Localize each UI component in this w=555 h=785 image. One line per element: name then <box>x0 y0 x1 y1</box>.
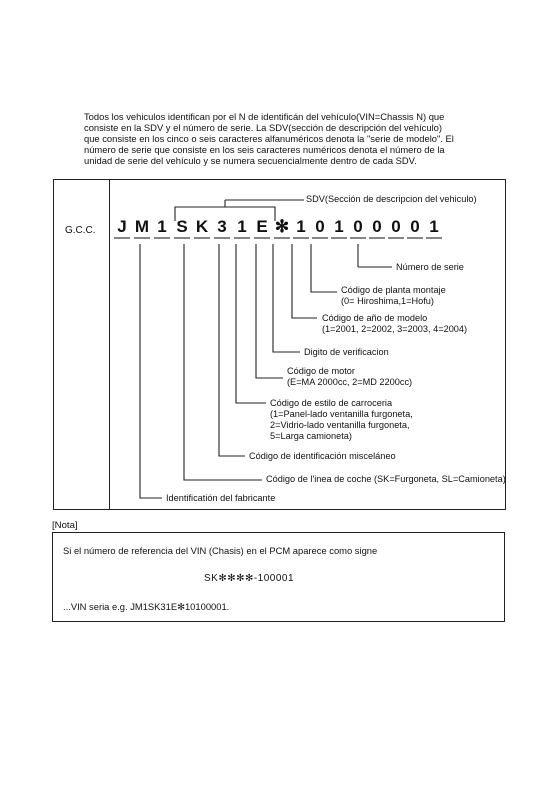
vin-char: 0 <box>315 217 325 236</box>
intro-line: unidad de serie del vehículo y se numera secuencialmente dentro de cada SDV. <box>84 155 417 166</box>
planta-label: Código de planta montaje <box>341 285 446 295</box>
gcc-label: G.C.C. <box>65 225 96 236</box>
carroceria-value-1: (1=Panel-lado ventanilla furgoneta, <box>270 409 413 419</box>
nota-label: [Nota] <box>52 520 78 531</box>
misc-label: Código de identificación misceláneo <box>249 451 396 461</box>
nota-code: SK✻✻✻✻-100001 <box>204 573 295 584</box>
vin-char: 0 <box>372 217 382 236</box>
numero-serie-label: Número de serie <box>396 262 464 272</box>
digito-label: Digito de verificacion <box>304 347 389 357</box>
vin-char: S <box>176 217 188 236</box>
vin-char: E <box>256 217 268 236</box>
carroceria-value-2: 2=Vidrio-lado ventanilla furgoneta, <box>270 420 410 430</box>
vin-char: 0 <box>353 217 363 236</box>
motor-label: Código de motor <box>287 366 355 376</box>
vin-char: M <box>134 217 150 236</box>
planta-values: (0= Hiroshima,1=Hofu) <box>341 296 434 306</box>
intro-line: Todos los vehiculos identifican por el N de identificán del vehículo(VIN=Chassis N) que <box>84 111 445 122</box>
intro-line: que consiste en los cinco o seis caracteres alfanuméricos denota la "serie de modelo". El <box>84 133 454 144</box>
vin-char: 3 <box>217 217 227 236</box>
ano-label: Código de año de modelo <box>322 313 428 323</box>
intro-line: número de serie que consiste en los seis caracteres numéricos denota el número de la <box>84 144 445 155</box>
vin-char: 0 <box>410 217 420 236</box>
nota-text: Si el número de referencia del VIN (Chasis) en el PCM aparece como signe <box>63 545 378 556</box>
vin-char: 0 <box>391 217 401 236</box>
linea-label: Código de l'inea de coche (SK=Furgoneta, SL=Camioneta) <box>266 474 506 484</box>
vin-char: 1 <box>296 217 306 236</box>
sdv-label: SDV(Sección de descripcion del vehiculo) <box>306 194 477 204</box>
vin-char: 1 <box>429 217 439 236</box>
vin-char: K <box>195 217 209 236</box>
vin-char: 1 <box>334 217 344 236</box>
motor-values: (E=MA 2000cc, 2=MD 2200cc) <box>287 377 413 387</box>
vin-char: 1 <box>157 217 167 236</box>
nota-example: ...VIN seria e.g. JM1SK31E✻10100001. <box>63 601 230 612</box>
vin-char: 1 <box>237 217 247 236</box>
intro-line: consiste en la SDV y el número de serie. La SDV(sección de descripción del vehículo) <box>84 122 442 133</box>
ano-values: (1=2001, 2=2002, 3=2003, 4=2004) <box>322 324 468 334</box>
carroceria-value-3: 5=Larga camioneta) <box>270 431 352 441</box>
carroceria-label: Código de estilo de carroceria <box>270 398 393 408</box>
vin-char: J <box>117 217 127 236</box>
fabricante-label: Identificatión del fabricante <box>166 493 276 503</box>
vin-char: ✻ <box>274 217 290 236</box>
